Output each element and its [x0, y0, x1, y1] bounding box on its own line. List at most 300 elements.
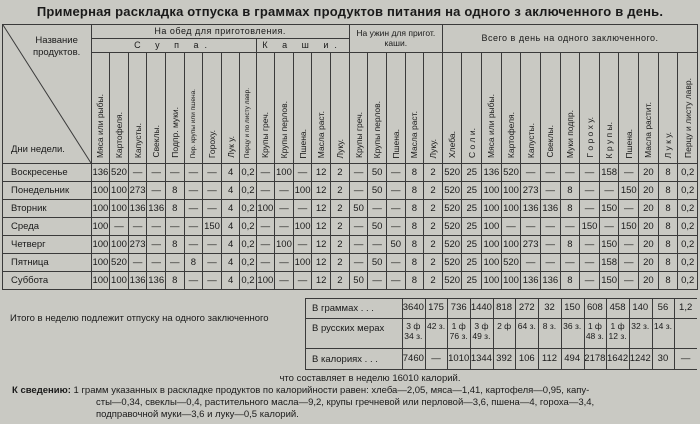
table-cell: —: [275, 254, 294, 272]
table-cell: 50: [386, 236, 405, 254]
table-cell: 150: [599, 236, 619, 254]
column-header: Масла растит.: [639, 52, 659, 163]
table-cell: 8: [405, 218, 424, 236]
table-cell: —: [540, 236, 560, 254]
column-header: Крупы перлов.: [368, 52, 387, 163]
table-cell: 50: [349, 272, 368, 290]
table-cell: —: [619, 254, 639, 272]
weekly-calories-summary: что составляет в неделю 16010 калорий.: [279, 373, 461, 384]
table-row: [3, 164, 698, 182]
table-cell: 0,2: [678, 200, 698, 218]
table-cell: 520: [501, 254, 521, 272]
table-cell: —: [368, 272, 387, 290]
table-cell: —: [184, 236, 203, 254]
table-cell: —: [521, 254, 541, 272]
table-cell: —: [599, 218, 619, 236]
table-cell: 8: [166, 182, 185, 200]
table-row: [3, 200, 698, 218]
table-cell: 100: [110, 236, 129, 254]
table-cell: —: [203, 164, 222, 182]
calories-value: —: [680, 353, 691, 364]
table-cell: 100: [482, 254, 502, 272]
grams-value: 1,2: [679, 302, 693, 313]
grams-value: 608: [586, 302, 603, 313]
table-cell: 100: [256, 200, 275, 218]
note-key: К сведению:: [12, 385, 71, 396]
column-header: Муки подпр.: [560, 52, 580, 163]
table-cell: 8: [405, 200, 424, 218]
table-cell: —: [203, 182, 222, 200]
table-cell: 12: [312, 182, 331, 200]
table-cell: —: [580, 236, 600, 254]
table-cell: —: [580, 254, 600, 272]
group-supper: На ужин для пригот. каши.: [349, 25, 442, 53]
table-cell: —: [147, 254, 166, 272]
weekly-total-label: Итого в неделю подлежит отпуску на одного заключенного: [10, 313, 269, 324]
table-cell: 4: [221, 182, 240, 200]
table-cell: —: [560, 218, 580, 236]
table-cell: 0,2: [240, 236, 256, 254]
table-cell: 4: [221, 236, 240, 254]
column-header: Пер. крупы или пшена.: [184, 52, 203, 163]
table-cell: —: [256, 254, 275, 272]
group-dinner: На обед для приготовления.: [91, 25, 349, 39]
note-line-2: сты—0,34, свеклы—0,4, растительного масла—9,2, крупы гречневой или перловой—3,6, пшена—4, гороха—3,4,: [96, 397, 595, 408]
table-cell: 8: [560, 272, 580, 290]
page-title: Примерная раскладка отпуска в граммах продуктов питания на одного з аключенного в день.: [36, 4, 664, 19]
table-cell: —: [275, 218, 294, 236]
table-cell: —: [540, 254, 560, 272]
table-cell: 100: [482, 218, 502, 236]
measures-label: В русских мерах: [312, 323, 385, 334]
table-cell: —: [184, 164, 203, 182]
table-cell: 8: [658, 272, 678, 290]
column-header: Картофеля.: [501, 52, 521, 163]
table-cell: 8: [166, 236, 185, 254]
table-cell: 0,2: [678, 254, 698, 272]
measures-value: 1 ф 76 з.: [449, 321, 468, 341]
day-label: Вторник: [3, 200, 92, 218]
table-cell: 100: [293, 254, 312, 272]
table-cell: 158: [599, 164, 619, 182]
table-cell: 136: [128, 200, 147, 218]
table-cell: 520: [442, 218, 462, 236]
column-header: Мяса или рыбы.: [91, 52, 110, 163]
table-corner: [3, 25, 92, 164]
table-cell: 100: [501, 272, 521, 290]
table-cell: 4: [221, 164, 240, 182]
grams-value: 272: [518, 302, 535, 313]
table-cell: 150: [580, 218, 600, 236]
column-header: Крупы греч.: [256, 52, 275, 163]
table-cell: 50: [368, 182, 387, 200]
table-cell: 100: [275, 164, 294, 182]
table-cell: 0,2: [240, 164, 256, 182]
table-row: [3, 272, 698, 290]
table-cell: 273: [128, 236, 147, 254]
note-line-3: подправочной муки—3,6 и луку—0,5 калорий.: [96, 409, 299, 420]
table-cell: —: [166, 164, 185, 182]
table-cell: 8: [184, 254, 203, 272]
table-cell: —: [386, 254, 405, 272]
table-cell: —: [386, 272, 405, 290]
grams-value: 1440: [470, 302, 492, 313]
column-header: Капусты.: [128, 52, 147, 163]
table-cell: 12: [312, 236, 331, 254]
table-cell: 2: [424, 236, 443, 254]
table-row: [3, 218, 698, 236]
table-cell: 520: [110, 254, 129, 272]
table-cell: 520: [110, 164, 129, 182]
table-cell: —: [166, 254, 185, 272]
column-header: Масла раст.: [312, 52, 331, 163]
table-cell: —: [147, 182, 166, 200]
column-header: Г о р о х у.: [580, 52, 600, 163]
table-cell: 8: [658, 200, 678, 218]
column-header: Луку.: [424, 52, 443, 163]
table-row: [3, 182, 698, 200]
table-cell: 100: [110, 182, 129, 200]
table-cell: 0,2: [240, 200, 256, 218]
column-header: Л у к у.: [658, 52, 678, 163]
column-header: Свеклы.: [540, 52, 560, 163]
table-cell: —: [147, 164, 166, 182]
table-cell: 100: [110, 272, 129, 290]
grams-value: 32: [544, 302, 555, 313]
table-cell: 20: [639, 182, 659, 200]
calories-value: 1344: [470, 353, 492, 364]
table-cell: 136: [540, 200, 560, 218]
table-cell: —: [580, 164, 600, 182]
table-cell: 100: [501, 236, 521, 254]
calories-value: 1642: [606, 353, 629, 364]
measures-value: 1 ф 12 з.: [608, 321, 627, 341]
note-line-1: 1 грамм указанных в раскладке продуктов по калорийности равен: хлеба—2,05, мяса—1,41, картофеля—0,95, капу-: [73, 385, 590, 396]
table-cell: —: [349, 218, 368, 236]
table-cell: —: [386, 164, 405, 182]
table-row: [3, 254, 698, 272]
table-cell: 136: [91, 164, 110, 182]
measures-value: 3 ф 49 з.: [472, 321, 491, 341]
table-cell: —: [184, 182, 203, 200]
calories-value: —: [431, 353, 441, 364]
calories-value: 7460: [402, 353, 424, 364]
day-label: Суббота: [3, 272, 92, 290]
table-cell: 0,2: [678, 164, 698, 182]
table-cell: 50: [368, 218, 387, 236]
column-header: Картофеля.: [110, 52, 129, 163]
table-cell: —: [368, 236, 387, 254]
table-cell: 8: [658, 236, 678, 254]
table-cell: —: [599, 182, 619, 200]
table-cell: 100: [501, 182, 521, 200]
table-cell: 136: [128, 272, 147, 290]
table-cell: 0,2: [678, 218, 698, 236]
column-header: К р у п ы.: [599, 52, 619, 163]
table-cell: —: [560, 164, 580, 182]
table-cell: 8: [560, 236, 580, 254]
table-cell: —: [349, 164, 368, 182]
table-cell: 100: [256, 272, 275, 290]
table-cell: 2: [424, 164, 443, 182]
table-cell: 520: [442, 200, 462, 218]
measures-value: 32 з.: [631, 321, 650, 331]
table-cell: —: [540, 182, 560, 200]
table-cell: 520: [442, 236, 462, 254]
column-header: Луку.: [330, 52, 349, 163]
table-cell: 136: [482, 164, 502, 182]
table-cell: 0,2: [678, 272, 698, 290]
table-cell: 2: [330, 236, 349, 254]
group-kasha: К а ш и.: [256, 38, 349, 52]
column-header: Крупы перлов.: [275, 52, 294, 163]
grams-value: 818: [496, 302, 513, 313]
table-cell: 25: [462, 200, 482, 218]
table-cell: 100: [91, 200, 110, 218]
table-cell: —: [349, 236, 368, 254]
table-cell: 4: [221, 200, 240, 218]
column-header: Подпр. муки.: [166, 52, 185, 163]
column-header: Пшена.: [386, 52, 405, 163]
ration-table: [2, 24, 698, 290]
table-cell: 8: [405, 182, 424, 200]
table-cell: —: [386, 218, 405, 236]
table-cell: —: [128, 164, 147, 182]
table-cell: 0,2: [240, 182, 256, 200]
table-cell: —: [501, 218, 521, 236]
table-cell: 2: [330, 200, 349, 218]
calories-value: 494: [564, 353, 581, 364]
table-cell: —: [349, 182, 368, 200]
table-cell: —: [293, 272, 312, 290]
table-cell: —: [619, 164, 639, 182]
table-cell: —: [619, 200, 639, 218]
table-cell: 520: [442, 182, 462, 200]
column-header: Свеклы.: [147, 52, 166, 163]
table-cell: —: [147, 236, 166, 254]
table-cell: —: [203, 272, 222, 290]
table-cell: 12: [312, 272, 331, 290]
table-cell: 100: [293, 218, 312, 236]
table-cell: 273: [521, 236, 541, 254]
table-cell: 520: [442, 254, 462, 272]
table-cell: 100: [91, 218, 110, 236]
table-cell: 12: [312, 164, 331, 182]
table-cell: 100: [482, 236, 502, 254]
table-cell: 100: [482, 272, 502, 290]
table-cell: 150: [619, 182, 639, 200]
table-cell: 100: [91, 182, 110, 200]
table-cell: 0,2: [678, 236, 698, 254]
table-cell: 20: [639, 200, 659, 218]
table-cell: —: [349, 254, 368, 272]
calories-label: В калориях . . .: [312, 354, 378, 365]
table-cell: 150: [203, 218, 222, 236]
grams-label: В граммах . . .: [312, 303, 374, 314]
table-cell: 25: [462, 272, 482, 290]
table-cell: 520: [501, 164, 521, 182]
table-cell: 0,2: [678, 182, 698, 200]
table-cell: —: [203, 236, 222, 254]
grams-value: 175: [428, 302, 444, 313]
corner-days-label: Дни недели.: [11, 144, 65, 155]
table-cell: 8: [658, 164, 678, 182]
table-cell: 2: [424, 218, 443, 236]
column-header: Пшена.: [619, 52, 639, 163]
table-row: [3, 236, 698, 254]
column-header: Мяса или рыбы.: [482, 52, 502, 163]
column-header: Крупы греч.: [349, 52, 368, 163]
table-cell: 2: [424, 254, 443, 272]
day-label: Четверг: [3, 236, 92, 254]
grams-value: 140: [632, 302, 649, 313]
table-cell: 100: [91, 236, 110, 254]
table-cell: 2: [424, 272, 443, 290]
grams-value: 56: [657, 302, 669, 313]
corner-products-label: Название продуктов.: [33, 35, 81, 58]
table-cell: —: [560, 254, 580, 272]
table-cell: 8: [560, 182, 580, 200]
table-cell: 25: [462, 182, 482, 200]
measures-value: 3 ф 34 з.: [404, 321, 423, 341]
table-cell: 4: [221, 218, 240, 236]
table-cell: 12: [312, 200, 331, 218]
grams-value: 458: [609, 302, 626, 313]
table-cell: 100: [91, 254, 110, 272]
table-cell: 20: [639, 236, 659, 254]
group-soup: С у п а.: [91, 38, 256, 52]
column-header: Капусты.: [521, 52, 541, 163]
table-cell: —: [110, 218, 129, 236]
table-cell: 100: [110, 200, 129, 218]
table-cell: —: [521, 218, 541, 236]
table-cell: 2: [330, 182, 349, 200]
table-cell: —: [293, 236, 312, 254]
table-cell: 25: [462, 254, 482, 272]
calories-value: 1010: [448, 353, 470, 364]
table-cell: 8: [658, 218, 678, 236]
table-cell: —: [203, 254, 222, 272]
table-cell: —: [275, 272, 294, 290]
table-cell: —: [386, 182, 405, 200]
measures-value: 36 з.: [563, 321, 582, 331]
table-cell: 136: [540, 272, 560, 290]
column-header: Лук у.: [221, 52, 240, 163]
table-cell: —: [540, 218, 560, 236]
table-cell: 25: [462, 164, 482, 182]
day-label: Понедельник: [3, 182, 92, 200]
column-header: Масла раст.: [405, 52, 424, 163]
table-cell: 4: [221, 254, 240, 272]
table-cell: 100: [275, 236, 294, 254]
measures-value: 64 з.: [517, 321, 536, 331]
table-cell: —: [256, 218, 275, 236]
table-cell: —: [293, 164, 312, 182]
table-cell: 150: [599, 272, 619, 290]
table-cell: 136: [521, 272, 541, 290]
table-cell: 150: [619, 218, 639, 236]
table-cell: 8: [405, 236, 424, 254]
table-cell: 0,2: [240, 254, 256, 272]
table-cell: —: [147, 218, 166, 236]
measures-value: 2 ф: [497, 321, 512, 331]
measures-value: 8 з.: [542, 321, 557, 331]
table-cell: —: [580, 200, 600, 218]
group-total: Всего в день на одного заключенного.: [442, 25, 697, 53]
table-cell: 100: [482, 182, 502, 200]
table-cell: 25: [462, 218, 482, 236]
table-cell: 100: [91, 272, 110, 290]
table-cell: 8: [405, 164, 424, 182]
column-header: Перцу и листу лавр.: [678, 52, 698, 163]
table-cell: —: [275, 182, 294, 200]
grams-value: 736: [450, 302, 467, 313]
column-header: Пшена.: [293, 52, 312, 163]
measures-value: 14 з.: [653, 321, 672, 331]
calories-value: 30: [657, 353, 669, 364]
table-cell: 100: [501, 200, 521, 218]
table-cell: 20: [639, 272, 659, 290]
table-cell: 0,2: [240, 218, 256, 236]
table-cell: 8: [405, 254, 424, 272]
table-cell: 273: [521, 182, 541, 200]
table-cell: —: [540, 164, 560, 182]
table-cell: 50: [349, 200, 368, 218]
column-header: Хлеба.: [442, 52, 462, 163]
grams-value: 3640: [402, 302, 424, 313]
table-cell: —: [256, 164, 275, 182]
calories-value: 106: [518, 353, 535, 364]
measures-value: 42 з.: [426, 321, 446, 331]
calories-value: 2178: [584, 353, 606, 364]
table-cell: 100: [482, 200, 502, 218]
table-cell: 8: [658, 182, 678, 200]
table-cell: 20: [639, 164, 659, 182]
day-label: Пятница: [3, 254, 92, 272]
table-cell: 273: [128, 182, 147, 200]
table-cell: —: [386, 200, 405, 218]
table-cell: 158: [599, 254, 619, 272]
table-cell: 0,2: [240, 272, 256, 290]
table-cell: 20: [639, 254, 659, 272]
table-cell: 12: [312, 218, 331, 236]
table-cell: 25: [462, 236, 482, 254]
table-cell: 2: [330, 218, 349, 236]
table-cell: —: [521, 164, 541, 182]
grams-value: 150: [564, 302, 581, 313]
table-cell: 2: [424, 182, 443, 200]
column-header: Гороху.: [203, 52, 222, 163]
table-cell: 136: [147, 200, 166, 218]
table-cell: 520: [442, 164, 462, 182]
table-cell: —: [184, 218, 203, 236]
table-cell: —: [368, 200, 387, 218]
table-cell: 2: [330, 272, 349, 290]
table-cell: —: [619, 272, 639, 290]
table-cell: 136: [147, 272, 166, 290]
table-cell: —: [256, 236, 275, 254]
table-cell: —: [619, 236, 639, 254]
table-cell: 150: [599, 200, 619, 218]
table-cell: 8: [560, 200, 580, 218]
table-cell: 12: [312, 254, 331, 272]
table-cell: 8: [405, 272, 424, 290]
table-cell: 520: [442, 272, 462, 290]
column-header: Перцу и по листу лавр.: [240, 52, 256, 163]
calories-value: 1242: [629, 353, 651, 364]
day-label: Воскресенье: [3, 164, 92, 182]
table-cell: —: [166, 218, 185, 236]
